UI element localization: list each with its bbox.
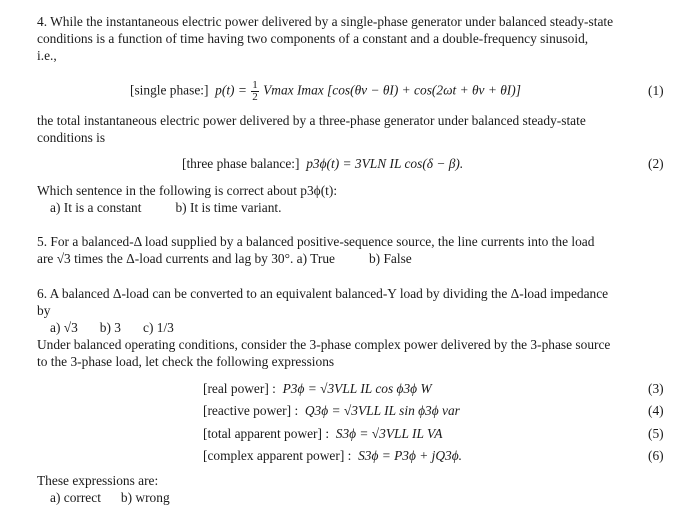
expr-number: (6) [648,448,664,463]
q6-line-1: 6. A balanced Δ-load can be converted to an equivalent balanced-Y load by dividing the Δ-load impedance [37,286,609,301]
expr-label: [total apparent power] : [203,426,330,441]
eq1-lhs: p(t) = [215,82,247,98]
q5-option-a[interactable]: are √3 times the Δ-load currents and lag by 30°. a) True [37,251,335,266]
q4-line-1: 4. While the instantaneous electric power delivered by a single-phase generator under balanced steady-state [37,14,614,29]
q7-line-1: Under balanced operating conditions, consider the 3-phase complex power delivered by the 3-phase source [37,337,611,352]
equation-1 [130,80,521,103]
eq2-body: p3ϕ(t) = 3VLN IL cos(δ − β). [306,156,464,171]
q4-line-4: the total instantaneous electric power delivered by a three-phase generator under balanced steady-state [37,113,586,128]
expr-body: Q3ϕ = √3VLL IL sin ϕ3ϕ var [304,403,460,418]
q5-line-2 [37,250,412,267]
eq2-number: (2) [648,156,664,171]
expr-label: [real power] : [203,381,276,396]
expression-complex-apparent-power [203,447,462,464]
q7-options [50,489,170,506]
q6-options [50,319,174,336]
eq1-rhs: Vmax Imax [cos(θv − θI) + cos(2ωt + θv + θI)] [263,82,521,98]
expr-body: P3ϕ = √3VLL IL cos ϕ3ϕ W [282,381,432,396]
q6-line-2: by [37,303,51,318]
expr-label: [reactive power] : [203,403,299,418]
eq1-number: (1) [648,83,664,98]
q5-line-1: 5. For a balanced-Δ load supplied by a balanced positive-sequence source, the line currents into the load [37,234,595,249]
expr-label: [complex apparent power] : [203,448,352,463]
q7-line-2: to the 3-phase load, let check the following expressions [37,354,335,369]
equation-2 [182,155,463,172]
q6-option-c[interactable]: c) 1/3 [143,320,174,335]
q4-option-b[interactable]: b) It is time variant. [175,200,282,215]
q4-option-a[interactable]: a) It is a constant [50,200,142,215]
expr-number: (5) [648,426,664,441]
expr-body: S3ϕ = P3ϕ + jQ3ϕ. [358,448,463,463]
q5-option-b[interactable]: b) False [368,251,412,266]
q7-option-b[interactable]: b) wrong [120,490,170,505]
expression-reactive-power [203,402,460,419]
q7-footer: These expressions are: [37,473,159,488]
q6-option-b[interactable]: b) 3 [99,320,121,335]
expression-total-apparent-power [203,425,442,442]
q4-line-2: conditions is a function of time having two components of a constant and a double-frequency sinusoid, [37,31,589,46]
q7-option-a[interactable]: a) correct [50,490,101,505]
q4-question: Which sentence in the following is correct about p3ϕ(t): [37,183,338,198]
expr-number: (3) [648,381,664,396]
eq1-fraction: $\frac{1}{2}$ [252,79,258,103]
eq2-label: [three phase balance:] [182,156,300,171]
expression-real-power [203,380,432,397]
q6-option-a[interactable]: a) √3 [50,320,78,335]
q4-line-5: conditions is [37,130,106,145]
expr-body: S3ϕ = √3VLL IL VA [335,426,443,441]
eq1-label: [single phase:] [130,82,209,98]
q4-options [50,199,281,216]
expr-number: (4) [648,403,664,418]
q4-line-3: i.e., [37,48,57,63]
